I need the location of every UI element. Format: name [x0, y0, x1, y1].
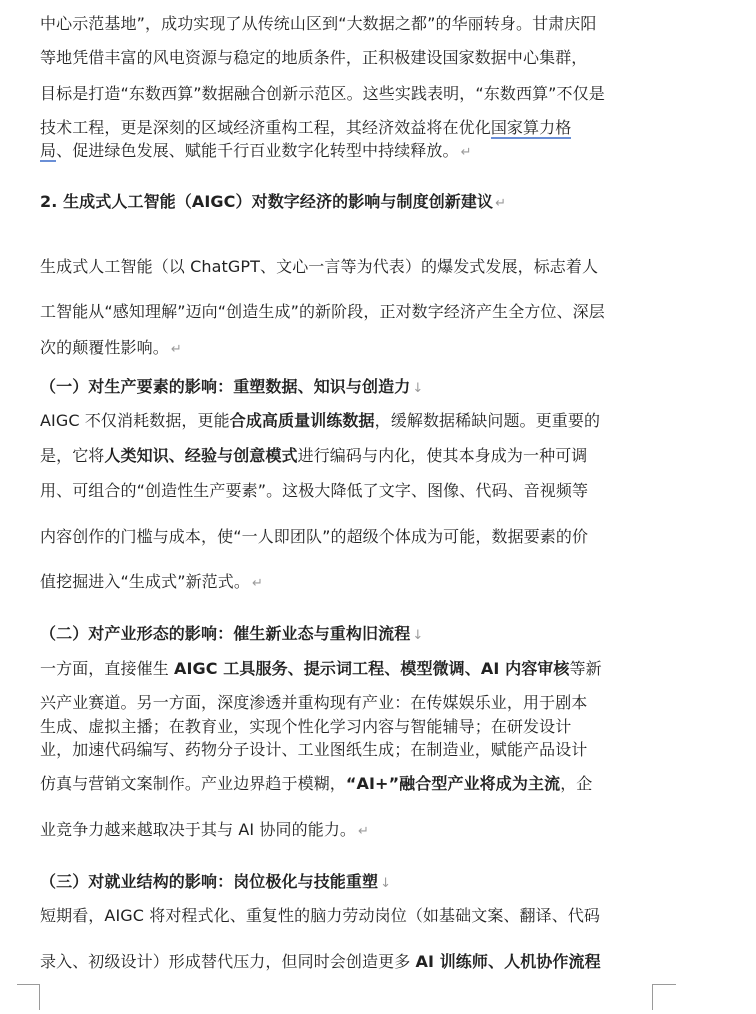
text-line	[40, 444, 680, 468]
heading-text: 2. 生成式人工智能（AIGC）对数字经济的影响与制度创新建议	[40, 192, 494, 211]
text-line	[40, 691, 680, 715]
heading-text: （一）对生产要素的影响：重塑数据、知识与创造力	[40, 377, 411, 396]
section-heading	[40, 190, 680, 216]
heading-text: （二）对产业形态的影响：催生新业态与重构旧流程	[40, 624, 411, 643]
text-segment: 技术工程，更是深刻的区域经济重构工程，其经济效益将在优化	[40, 118, 491, 137]
text-segment: 目标是打造“东数西算”数据融合创新示范区。这些实践表明，“东数西算”不仅是	[40, 84, 605, 103]
spellcheck-underlined-text[interactable]: 国家算力格	[490, 118, 572, 137]
paragraph-mark-icon: ↵	[460, 145, 472, 160]
text-segment: 兴产业赛道。另一方面，深度渗透并重构现有产业：在传媒娱乐业，用于剧本	[40, 693, 588, 712]
text-segment: 是，它将	[40, 446, 105, 465]
sub-heading	[40, 375, 680, 401]
text-segment: 业，加速代码编写、药物分子设计、工业图纸生成；在制造业，赋能产品设计	[40, 740, 588, 759]
bold-text: AI 训练师、人机协作流程	[415, 952, 601, 971]
text-line	[40, 300, 680, 324]
text-segment: 录入、初级设计）形成替代压力，但同时会创造更多	[40, 952, 416, 971]
page-margin-corner-mark-left-horizontal	[17, 984, 39, 985]
sub-heading	[40, 622, 680, 648]
page-margin-corner-mark-right	[652, 984, 675, 1010]
text-line	[40, 116, 680, 140]
text-line	[40, 818, 680, 844]
bold-text: 人类知识、经验与创意模式	[104, 446, 298, 465]
text-segment: 生成式人工智能（以 ChatGPT、文心一言等为代表）的爆发式发展，标志着人	[40, 257, 599, 276]
text-segment: 仿真与营销文案制作。产业边界趋于模糊，	[40, 774, 346, 793]
text-segment: 进行编码与内化，使其本身成为一种可调	[297, 446, 588, 465]
text-segment: AIGC 不仅消耗数据，更能	[40, 411, 230, 430]
text-segment: 次的颠覆性影响。	[40, 338, 169, 357]
paragraph-mark-icon: ↵	[495, 196, 507, 211]
bold-text: AIGC 工具服务、提示词工程、模型微调、AI 内容审核	[174, 659, 570, 678]
text-line	[40, 904, 680, 928]
bold-text: 合成高质量训练数据	[229, 411, 375, 430]
text-line	[40, 409, 680, 433]
text-line	[40, 479, 680, 503]
sub-heading	[40, 870, 680, 896]
text-segment: 等地凭借丰富的风电资源与稳定的地质条件，正积极建设国家数据中心集群，	[40, 48, 588, 67]
text-line	[40, 950, 680, 974]
text-line	[40, 12, 680, 36]
text-line	[40, 657, 680, 681]
text-line	[40, 715, 680, 739]
text-segment: 业竞争力越来越取决于其与 AI 协同的能力。	[40, 820, 357, 839]
text-segment: 用、可组合的“创造性生产要素”。这极大降低了文字、图像、代码、音视频等	[40, 481, 589, 500]
text-segment: 内容创作的门槛与成本，使“一人即团队”的超级个体成为可能，数据要素的价	[40, 527, 589, 546]
bold-text: “AI+”融合型产业将成为主流	[345, 774, 561, 793]
text-line	[40, 336, 680, 362]
text-segment: 、促进绿色发展、赋能千行百业数字化转型中持续释放。	[56, 141, 459, 160]
text-line	[40, 772, 680, 796]
text-line	[40, 525, 680, 549]
text-segment: 中心示范基地”，成功实现了从传统山区到“大数据之都”的华丽转身。甘肃庆阳	[40, 14, 597, 33]
paragraph-mark-icon: ↵	[358, 824, 370, 839]
text-segment: 短期看，AIGC 将对程式化、重复性的脑力劳动岗位（如基础文案、翻译、代码	[40, 906, 601, 925]
page-margin-corner-mark-right-horizontal	[652, 984, 676, 985]
paragraph-mark-icon: ↵	[251, 576, 263, 591]
page-margin-corner-mark-left	[17, 984, 40, 1010]
paragraph-mark-icon: ↵	[170, 342, 182, 357]
text-segment: 值挖掘进入“生成式”新范式。	[40, 572, 250, 591]
line-break-mark-icon: ↓	[380, 876, 392, 891]
line-break-mark-icon: ↓	[412, 381, 424, 396]
text-segment: ，企	[560, 774, 593, 793]
text-line	[40, 255, 680, 279]
text-segment: 生成、虚拟主播；在教育业，实现个性化学习内容与智能辅导；在研发设计	[40, 717, 572, 736]
text-segment: 等新	[569, 659, 602, 678]
spellcheck-underlined-text[interactable]: 局	[40, 141, 57, 160]
text-line	[40, 82, 680, 106]
text-segment: 一方面，直接催生	[40, 659, 174, 678]
text-line	[40, 139, 680, 165]
text-line	[40, 570, 680, 596]
heading-text: （三）对就业结构的影响：岗位极化与技能重塑	[40, 872, 379, 891]
text-segment: 工智能从“感知理解”迈向“创造生成”的新阶段，正对数字经济产生全方位、深层	[40, 302, 605, 321]
text-line	[40, 738, 680, 762]
text-line	[40, 46, 680, 70]
text-segment: ，缓解数据稀缺问题。更重要的	[374, 411, 601, 430]
line-break-mark-icon: ↓	[412, 628, 424, 643]
